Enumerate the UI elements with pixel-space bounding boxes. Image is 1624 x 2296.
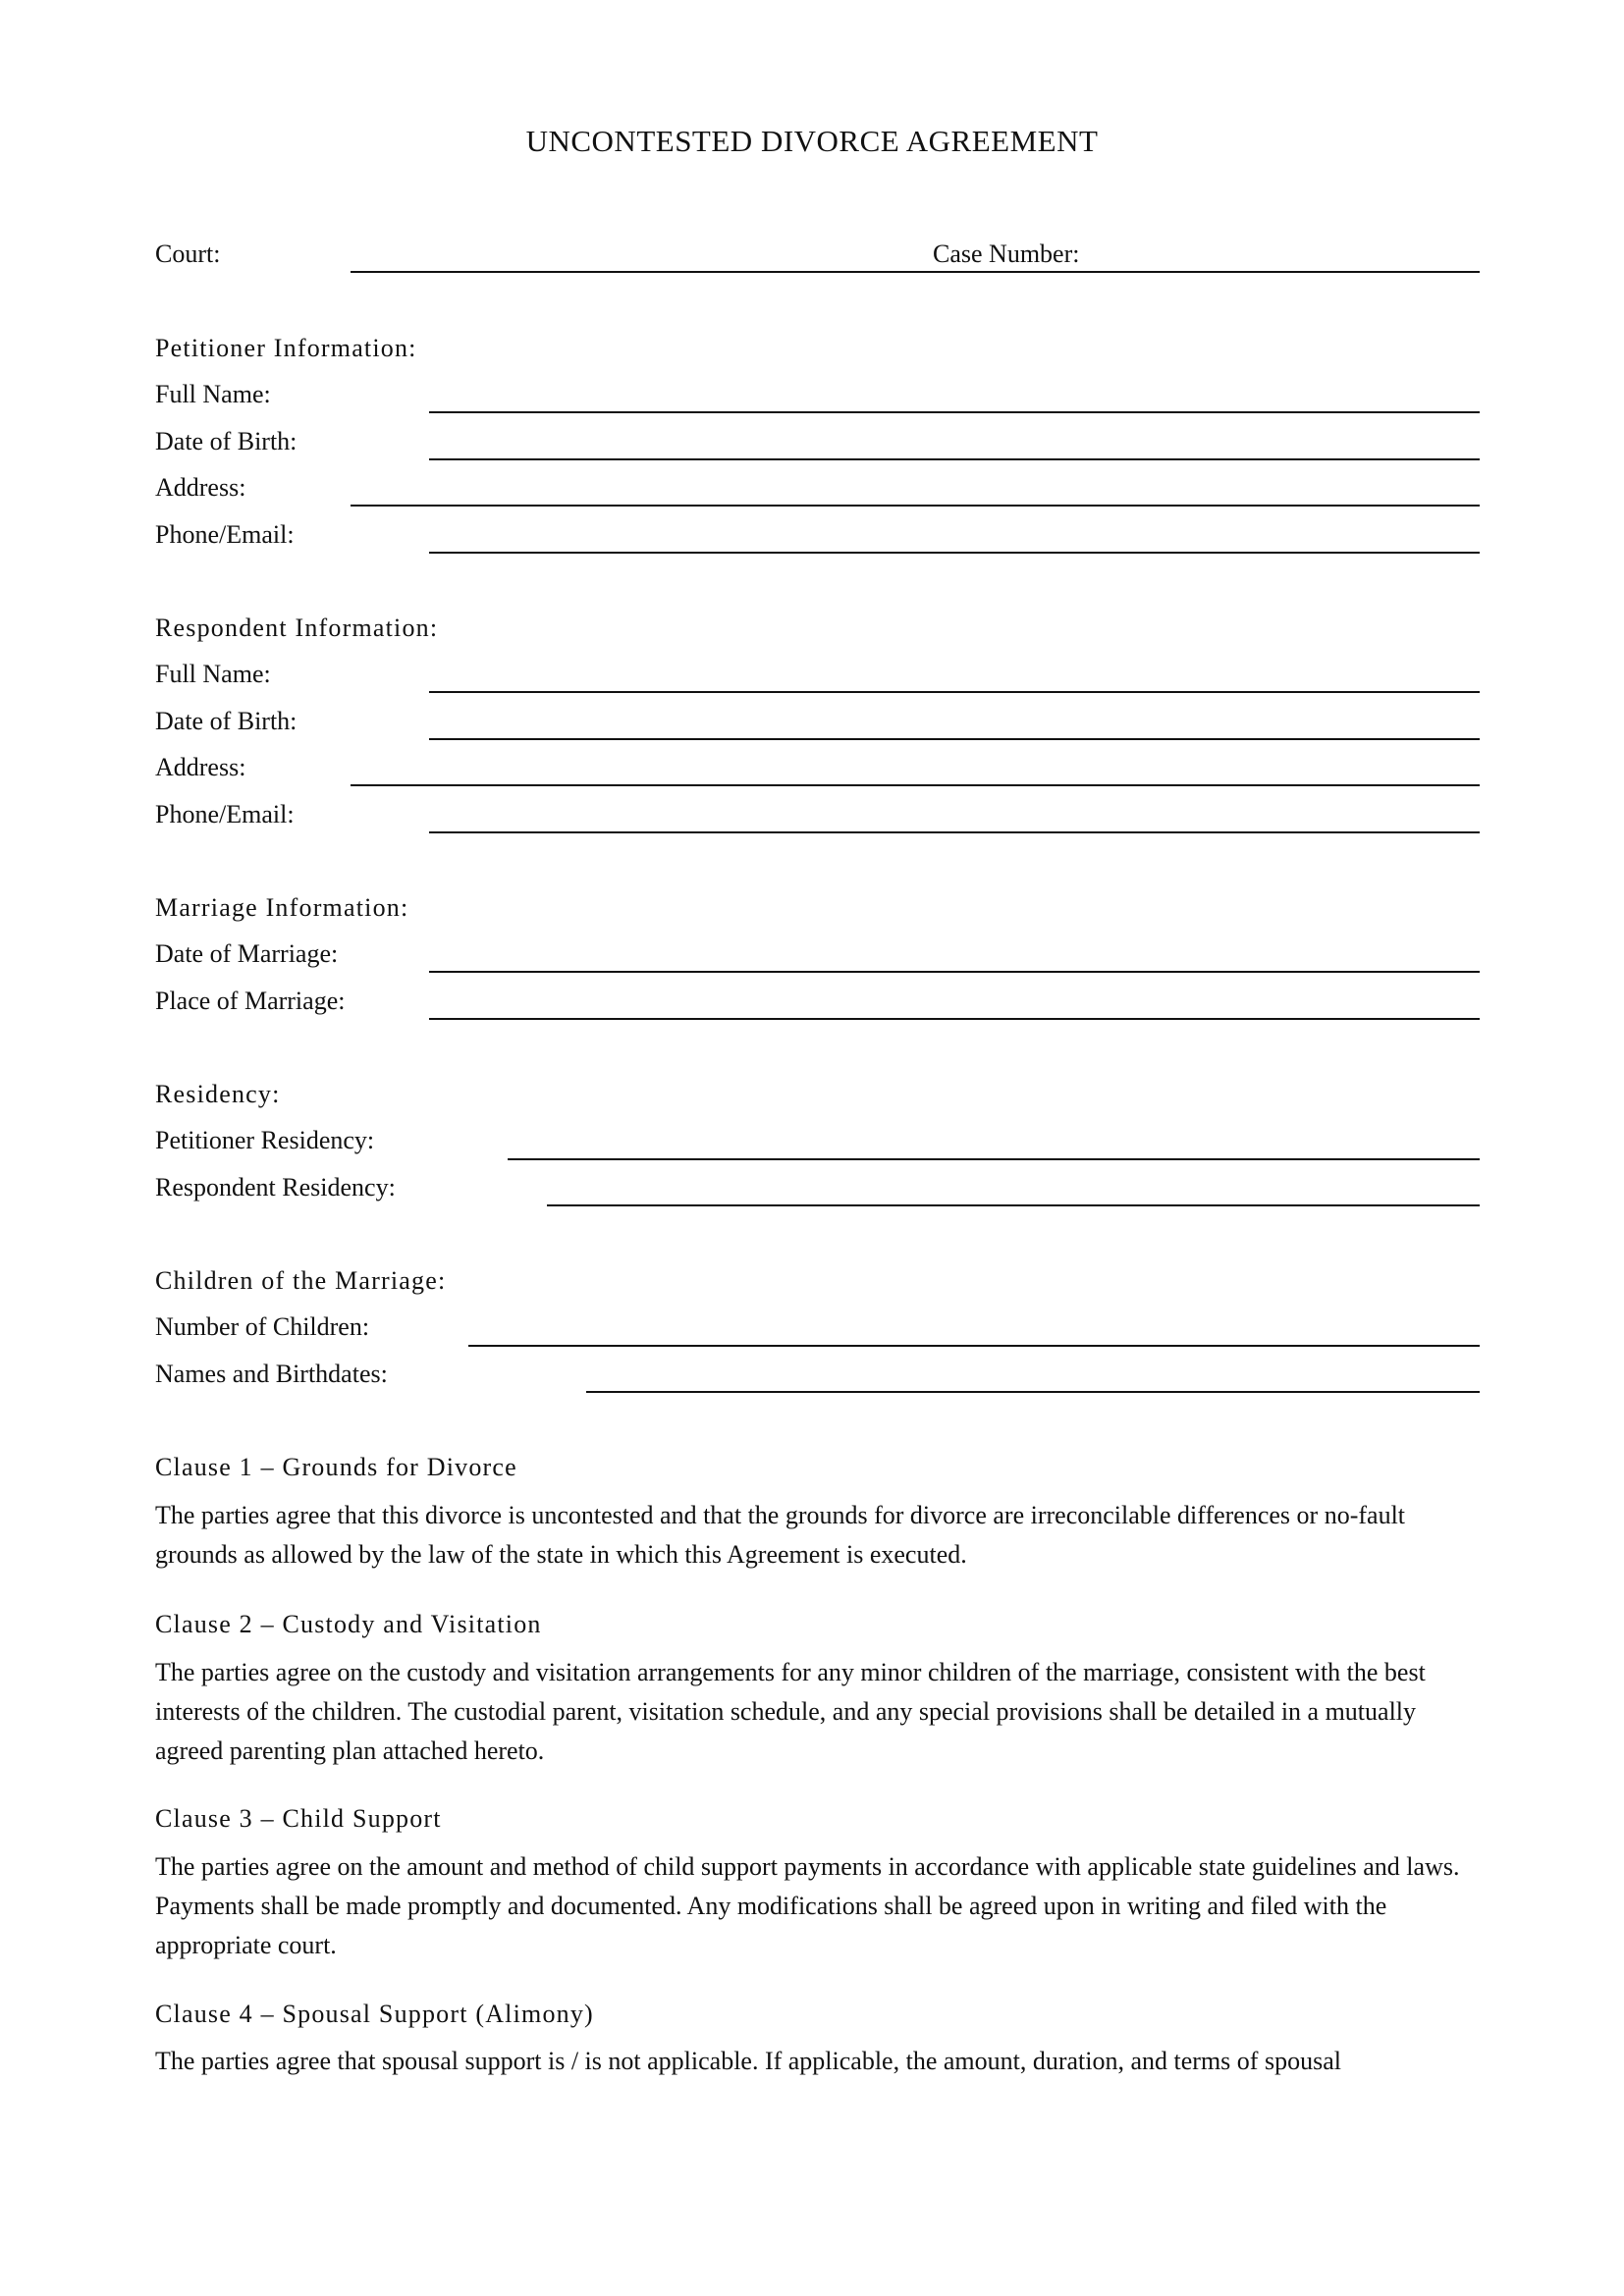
respondent-phone-email-label: Phone/Email: [155,800,295,828]
respondent-residency-label: Respondent Residency: [155,1173,396,1201]
petitioner-address-label: Address: [155,473,246,502]
marriage-place-label: Place of Marriage: [155,987,346,1015]
clause-3-title: Clause 3 – Child Support [155,1804,442,1833]
clause-4-title: Clause 4 – Spousal Support (Alimony) [155,2000,594,2028]
names-birthdates-label: Names and Birthdates: [155,1360,388,1388]
residency-heading: Residency: [155,1080,281,1108]
clause-4-text: The parties agree that spousal support is / is not applicable. If applicable, the amount, duration, and terms of spousal [155,2047,1341,2075]
names-birthdates-field[interactable] [586,1391,1480,1393]
court-label: Court: [155,240,221,268]
clause-3-text: The parties agree on the amount and method of child support payments in accordance with applicable state guidelines and laws. Payments shall be made promptly and documented. Any modifications shall be agreed upon in writing and filed with the appropriate court. [155,1852,1460,1959]
respondent-dob-label: Date of Birth: [155,707,298,735]
number-of-children-field[interactable] [468,1345,1480,1347]
petitioner-dob-label: Date of Birth: [155,427,298,455]
children-heading: Children of the Marriage: [155,1266,447,1295]
respondent-phone-email-field[interactable] [429,831,1480,833]
petitioner-residency-field[interactable] [508,1158,1480,1160]
respondent-residency-field[interactable] [547,1204,1480,1206]
number-of-children-label: Number of Children: [155,1312,370,1341]
document-title: UNCONTESTED DIVORCE AGREEMENT [525,124,1099,158]
respondent-address-field[interactable] [351,784,1480,786]
petitioner-phone-email-field[interactable] [429,552,1480,554]
respondent-heading: Respondent Information: [155,614,439,642]
clause-1-text: The parties agree that this divorce is uncontested and that the grounds for divorce are irreconcilable differences or no-fault grounds as allowed by the law of the state in which this Agreement is executed. [155,1501,1406,1569]
clause-2-title: Clause 2 – Custody and Visitation [155,1610,542,1638]
marriage-place-field[interactable] [429,1018,1480,1020]
petitioner-residency-label: Petitioner Residency: [155,1126,375,1154]
petitioner-heading: Petitioner Information: [155,334,417,362]
petitioner-full-name-label: Full Name: [155,380,271,408]
respondent-full-name-field[interactable] [429,691,1480,693]
petitioner-phone-email-label: Phone/Email: [155,520,295,549]
respondent-full-name-label: Full Name: [155,660,271,688]
petitioner-dob-field[interactable] [429,458,1480,460]
respondent-dob-field[interactable] [429,738,1480,740]
clause-2-text: The parties agree on the custody and visitation arrangements for any minor children of the marriage, consistent with the best interests of the children. The custodial parent, visitation schedule, and any special provisions shall be detailed in a mutually agreed parenting plan attached hereto. [155,1658,1426,1765]
clause-1-title: Clause 1 – Grounds for Divorce [155,1453,517,1481]
case-number-label: Case Number: [933,240,1080,268]
marriage-date-field[interactable] [429,971,1480,973]
marriage-heading: Marriage Information: [155,893,409,922]
petitioner-full-name-field[interactable] [429,411,1480,413]
petitioner-address-field[interactable] [351,505,1480,507]
respondent-address-label: Address: [155,753,246,781]
marriage-date-label: Date of Marriage: [155,939,339,968]
court-field[interactable] [351,271,1480,273]
